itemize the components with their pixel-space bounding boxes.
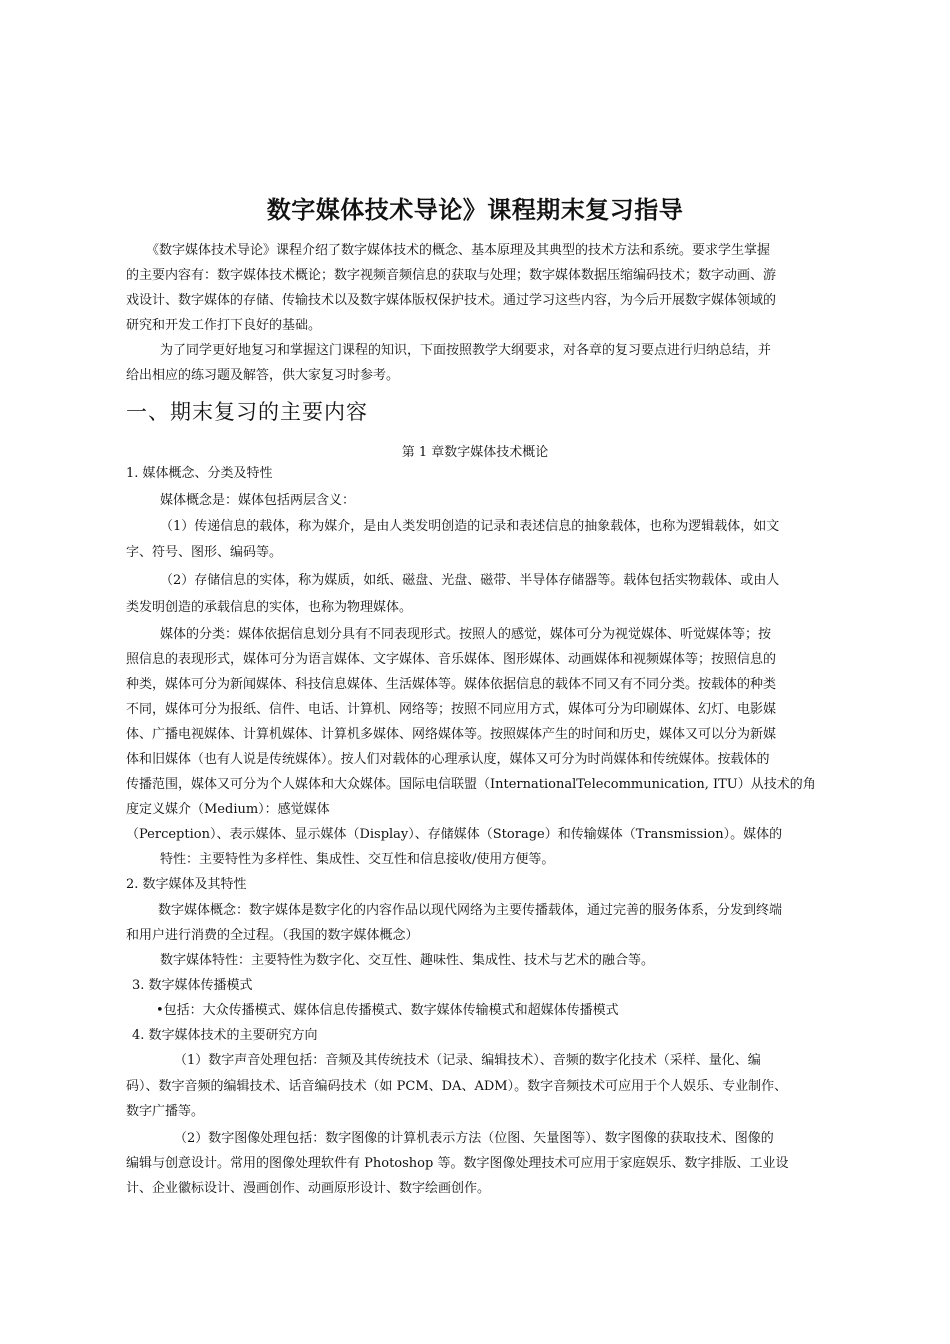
body-line: 类发明创造的承载信息的实体，也称为物理媒体。 xyxy=(126,600,413,615)
body-line: 码）、数字音频的编辑技术、话音编码技术（如 PCM、DA、ADM）。数字音频技术可应用于个人娱乐、专业制作、 xyxy=(126,1079,788,1094)
chapter-heading: 第 1 章数字媒体技术概论 xyxy=(401,445,549,460)
list-item-heading: 2. 数字媒体及其特性 xyxy=(126,877,247,892)
body-line: 数字媒体概念：数字媒体是数字化的内容作品以现代网络为主要传播载体，通过完善的服务体系，分发到终端 xyxy=(158,903,783,918)
body-line: 特性：主要特性为多样性、集成性、交互性和信息接收/使用方便等。 xyxy=(160,852,555,867)
body-line: 媒体的分类：媒体依据信息划分具有不同表现形式。按照人的感觉，媒体可分为视觉媒体、听觉媒体等；按 xyxy=(160,627,772,642)
body-line: 和用户进行消费的全过程。（我国的数字媒体概念） xyxy=(126,928,419,943)
section-heading: 一、期末复习的主要内容 xyxy=(126,400,368,424)
body-line: （1）传递信息的载体，称为媒介，是由人类发明创造的记录和表述信息的抽象载体，也称为逻辑载体，如文 xyxy=(160,519,780,534)
body-line: 编辑与创意设计。常用的图像处理软件有 Photoshop 等。数字图像处理技术可应用于家庭娱乐、数字排版、工业设 xyxy=(126,1156,789,1171)
body-line: 计、企业徽标设计、漫画创作、动画原形设计、数字绘画创作。 xyxy=(126,1181,491,1196)
body-line: 体和旧媒体（也有人说是传统媒体）。按人们对载体的心理承认度，媒体又可分为时尚媒体和传统媒体。按载体的 xyxy=(126,752,770,767)
body-line: 传播范围，媒体又可分为个人媒体和大众媒体。国际电信联盟（InternationalTelecommunication, ITU）从技术的角 xyxy=(126,777,816,792)
body-line: 度定义媒介（Medium）：感觉媒体 xyxy=(126,802,330,817)
body-line: （Perception）、表示媒体、显示媒体（Display）、存储媒体（Storage）和传输媒体（Transmission）。媒体的 xyxy=(126,827,783,842)
intro-line: 戏设计、数字媒体的存储、传输技术以及数字媒体版权保护技术。通过学习这些内容，为今后开展数字媒体领域的 xyxy=(126,293,777,308)
body-line: •包括：大众传播模式、媒体信息传播模式、数字媒体传输模式和超媒体传播模式 xyxy=(156,1003,619,1018)
body-line: （2）存储信息的实体，称为媒质，如纸、磁盘、光盘、磁带、半导体存储器等。载体包括实物载体、或由人 xyxy=(160,573,780,588)
body-line: 种类，媒体可分为新闻媒体、科技信息媒体、生活媒体等。媒体依据信息的载体不同又有不同分类。按载体的种类 xyxy=(126,677,777,692)
body-line: 不同，媒体可分为报纸、信件、电话、计算机、网络等；按照不同应用方式，媒体可分为印刷媒体、幻灯、电影媒 xyxy=(126,702,777,717)
body-line: 媒体概念是：媒体包括两层含义： xyxy=(160,493,356,508)
body-line: 数字媒体特性：主要特性为数字化、交互性、趣味性、集成性、技术与艺术的融合等。 xyxy=(160,953,655,968)
body-line: 数字广播等。 xyxy=(126,1104,205,1119)
intro-line: 《数字媒体技术导论》课程介绍了数字媒体技术的概念、基本原理及其典型的技术方法和系统。要求学生掌握 xyxy=(146,243,771,258)
body-line: 字、符号、图形、编码等。 xyxy=(126,545,283,560)
intro-line: 为了同学更好地复习和掌握这门课程的知识，下面按照教学大纲要求，对各章的复习要点进行归纳总结，并 xyxy=(160,343,772,358)
body-line: （1）数字声音处理包括：音频及其传统技术（记录、编辑技术）、音频的数字化技术（采样、量化、编 xyxy=(174,1053,761,1068)
intro-line: 的主要内容有：数字媒体技术概论；数字视频音频信息的获取与处理；数字媒体数据压缩编码技术；数字动画、游 xyxy=(126,268,777,283)
list-item-heading: 1. 媒体概念、分类及特性 xyxy=(126,466,273,481)
body-line: 照信息的表现形式，媒体可分为语言媒体、文字媒体、音乐媒体、图形媒体、动画媒体和视频媒体等；按照信息的 xyxy=(126,652,777,667)
list-item-heading: 3. 数字媒体传播模式 xyxy=(132,978,253,993)
body-line: （2）数字图像处理包括：数字图像的计算机表示方法（位图、矢量图等）、数字图像的获取技术、图像的 xyxy=(174,1131,774,1146)
document-title: 数字媒体技术导论》课程期末复习指导 xyxy=(266,196,684,224)
intro-line: 研究和开发工作打下良好的基础。 xyxy=(126,318,322,333)
list-item-heading: 4. 数字媒体技术的主要研究方向 xyxy=(132,1028,318,1043)
body-line: 体、广播电视媒体、计算机媒体、计算机多媒体、网络媒体等。按照媒体产生的时间和历史，媒体又可以分为新媒 xyxy=(126,727,777,742)
intro-line: 给出相应的练习题及解答，供大家复习时参考。 xyxy=(126,368,400,383)
